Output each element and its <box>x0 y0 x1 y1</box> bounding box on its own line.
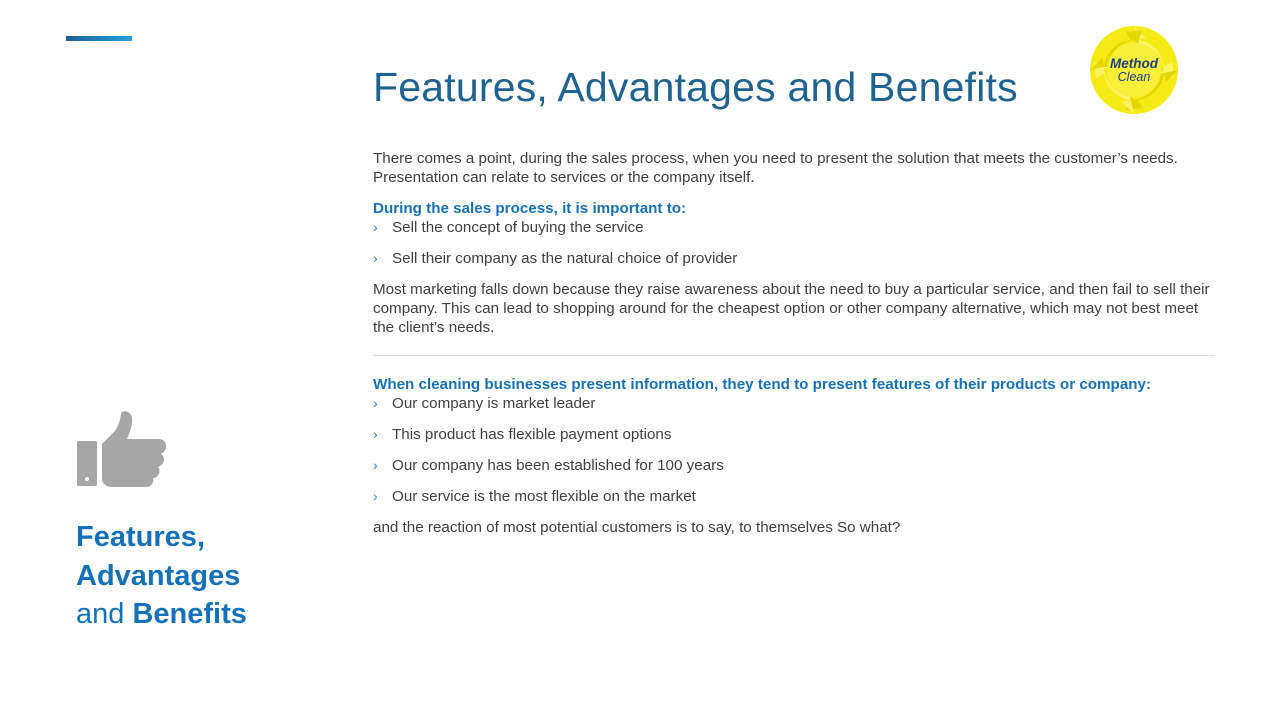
list-item <box>373 456 1215 475</box>
logo-text-line2: Clean <box>1117 70 1151 84</box>
list-item <box>373 218 1215 237</box>
side-heading-and: and <box>76 598 125 630</box>
list-item-text: Sell the concept of buying the service <box>392 219 644 236</box>
closing-paragraph: and the reaction of most potential customers is to say, to themselves So what? <box>373 519 901 536</box>
list-item-text: Our company has been established for 100 years <box>392 457 724 474</box>
side-heading-line1: Features, <box>76 521 205 553</box>
paragraph-2: Most marketing falls down because they raise awareness about the need to buy a particular service, and then fail to sell their company. This can lead to shopping around for the cheapest option or other company alternative, which may not best meet the client’s needs. <box>373 281 1210 336</box>
side-heading-line2: Advantages <box>76 559 241 592</box>
list-item <box>373 425 1215 444</box>
chevron-right-icon: › <box>373 250 378 266</box>
section2-heading: When cleaning businesses present information, they tend to present features of their products or company: <box>373 376 1152 393</box>
section1-heading: During the sales process, it is important to: <box>373 200 687 217</box>
side-heading-benefits: Benefits <box>132 598 247 630</box>
list-item-text: Our company is market leader <box>392 395 596 412</box>
list-item-text: Our service is the most flexible on the market <box>392 488 696 505</box>
content-body <box>373 149 1215 537</box>
list-item-text: This product has flexible payment options <box>392 426 672 443</box>
logo-text-line1: Method <box>1110 56 1158 71</box>
side-heading <box>76 518 247 634</box>
method-clean-logo <box>1086 22 1182 118</box>
list-item <box>373 487 1215 506</box>
thumbs-up-icon <box>74 410 168 492</box>
chevron-right-icon: › <box>373 219 378 235</box>
chevron-right-icon: › <box>373 457 378 473</box>
section1-bullet-list <box>373 218 1215 268</box>
intro-paragraph: There comes a point, during the sales process, when you need to present the solution that meets the customer’s needs. Presentation can relate to services or the company itself. <box>373 150 1178 186</box>
list-item <box>373 249 1215 268</box>
side-heading-line3 <box>76 595 247 634</box>
chevron-right-icon: › <box>373 488 378 504</box>
section2-bullet-list <box>373 394 1215 506</box>
slide-title: Features, Advantages and Benefits <box>373 64 1018 110</box>
chevron-right-icon: › <box>373 395 378 411</box>
list-item <box>373 394 1215 413</box>
list-item-text: Sell their company as the natural choice of provider <box>392 250 738 267</box>
accent-bar <box>66 36 132 41</box>
chevron-right-icon: › <box>373 426 378 442</box>
divider <box>373 355 1215 356</box>
